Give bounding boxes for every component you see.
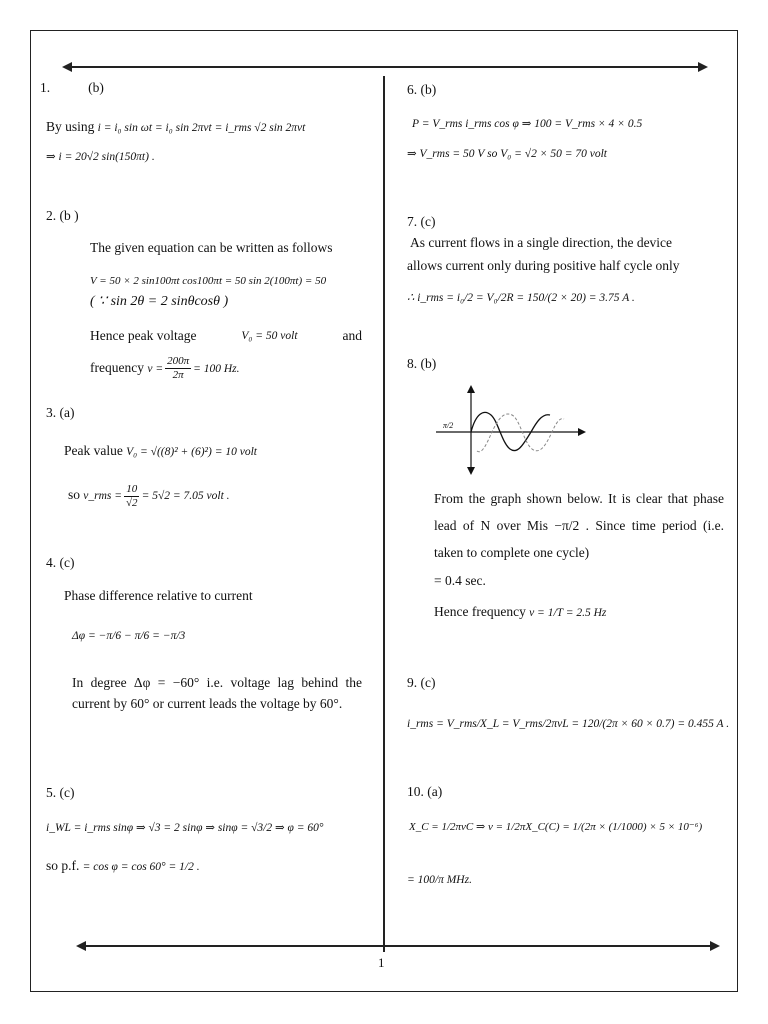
q2-peak-voltage: Hence peak voltage V₀ = 50 volt and <box>90 328 362 343</box>
q5-label: 5. (c) <box>46 785 75 800</box>
q9-equation: i_rms = V_rms/X_L = V_rms/2πνL = 120/(2π × 60 × 0.7) = 0.455 A . <box>407 718 730 730</box>
page-number: 1 <box>378 955 385 970</box>
q7-equation: ∴ i_rms = i₀/2 = V₀/2R = 150/(2 × 20) = 3.75 A . <box>407 292 635 304</box>
q7-text-2: allows current only during positive half cycle only <box>407 258 680 273</box>
top-double-arrow <box>64 66 706 68</box>
q4-label: 4. (c) <box>46 555 75 570</box>
q3-peak-value: Peak value V₀ = √((8)² + (6)²) = 10 volt <box>64 443 257 458</box>
q7-label: 7. (c) <box>407 214 436 229</box>
q5-power-factor: so p.f. = cos φ = cos 60° = 1/2 . <box>46 858 200 873</box>
q7-text-1: As current flows in a single direction, the device <box>410 235 673 250</box>
graph-label: π/2 <box>443 421 454 430</box>
q2-frequency: frequency ν = $\frac{200\pi}{2\pi}$ = 100 Hz. <box>90 355 240 382</box>
q1-label: 1. (b) <box>40 80 104 95</box>
q2-identity: ( ∵ sin 2θ = 2 sinθcosθ ) <box>90 294 229 309</box>
q6-result: ⇒ V_rms = 50 V so V₀ = √2 × 50 = 70 volt <box>407 148 607 160</box>
q1-result: ⇒ i = 20√2 sin(150πt) . <box>46 151 155 163</box>
q10-equation: X_C = 1/2πνC ⇒ ν = 1/2πX_C(C) = 1/(2π × (1/1000) × 5 × 10⁻⁶) <box>409 821 703 833</box>
q10-result: = 100/π MHz. <box>407 874 472 886</box>
column-divider <box>383 76 385 952</box>
q3-rms: so v_rms = $\frac{10}{√2}$ = 5√2 = 7.05 volt . <box>68 482 230 509</box>
q6-label: 6. (b) <box>407 82 437 97</box>
q6-equation: P = V_rms i_rms cos φ ⇒ 100 = V_rms × 4 × 0.5 <box>412 118 643 130</box>
phase-graph <box>432 383 592 475</box>
q9-label: 9. (c) <box>407 675 436 690</box>
q8-frequency: Hence frequency ν = 1/T = 2.5 Hz <box>434 604 607 619</box>
q5-equation: i_WL = i_rms sinφ ⇒ √3 = 2 sinφ ⇒ sinφ = √3/2 ⇒ φ = 60° <box>46 822 324 834</box>
q4-equation: Δφ = −π/6 − π/6 = −π/3 <box>72 630 186 642</box>
q8-explanation: From the graph shown below. It is clear that phase lead of N over Mis −π/2 . Since time period (i.e. taken to complete one cycle) <box>434 491 724 560</box>
bottom-double-arrow <box>78 945 718 947</box>
q10-label: 10. (a) <box>407 784 443 799</box>
q2-label: 2. (b ) <box>46 208 79 223</box>
q4-explanation: In degree Δφ = −60° i.e. voltage lag behind the current by 60° or current leads the voltage by 60°. <box>72 675 362 711</box>
q4-text: Phase difference relative to current <box>64 588 253 603</box>
q8-period: = 0.4 sec. <box>434 573 486 588</box>
q2-text: The given equation can be written as follows <box>90 240 333 255</box>
q2-equation: V = 50 × 2 sin100πt cos100πt = 50 sin 2(100πt) = 50 <box>90 275 327 287</box>
q8-label: 8. (b) <box>407 356 437 371</box>
q1-equation: By using i = i₀ sin ωt = i₀ sin 2πνt = i_rms √2 sin 2πνt <box>46 119 306 134</box>
q3-label: 3. (a) <box>46 405 75 420</box>
